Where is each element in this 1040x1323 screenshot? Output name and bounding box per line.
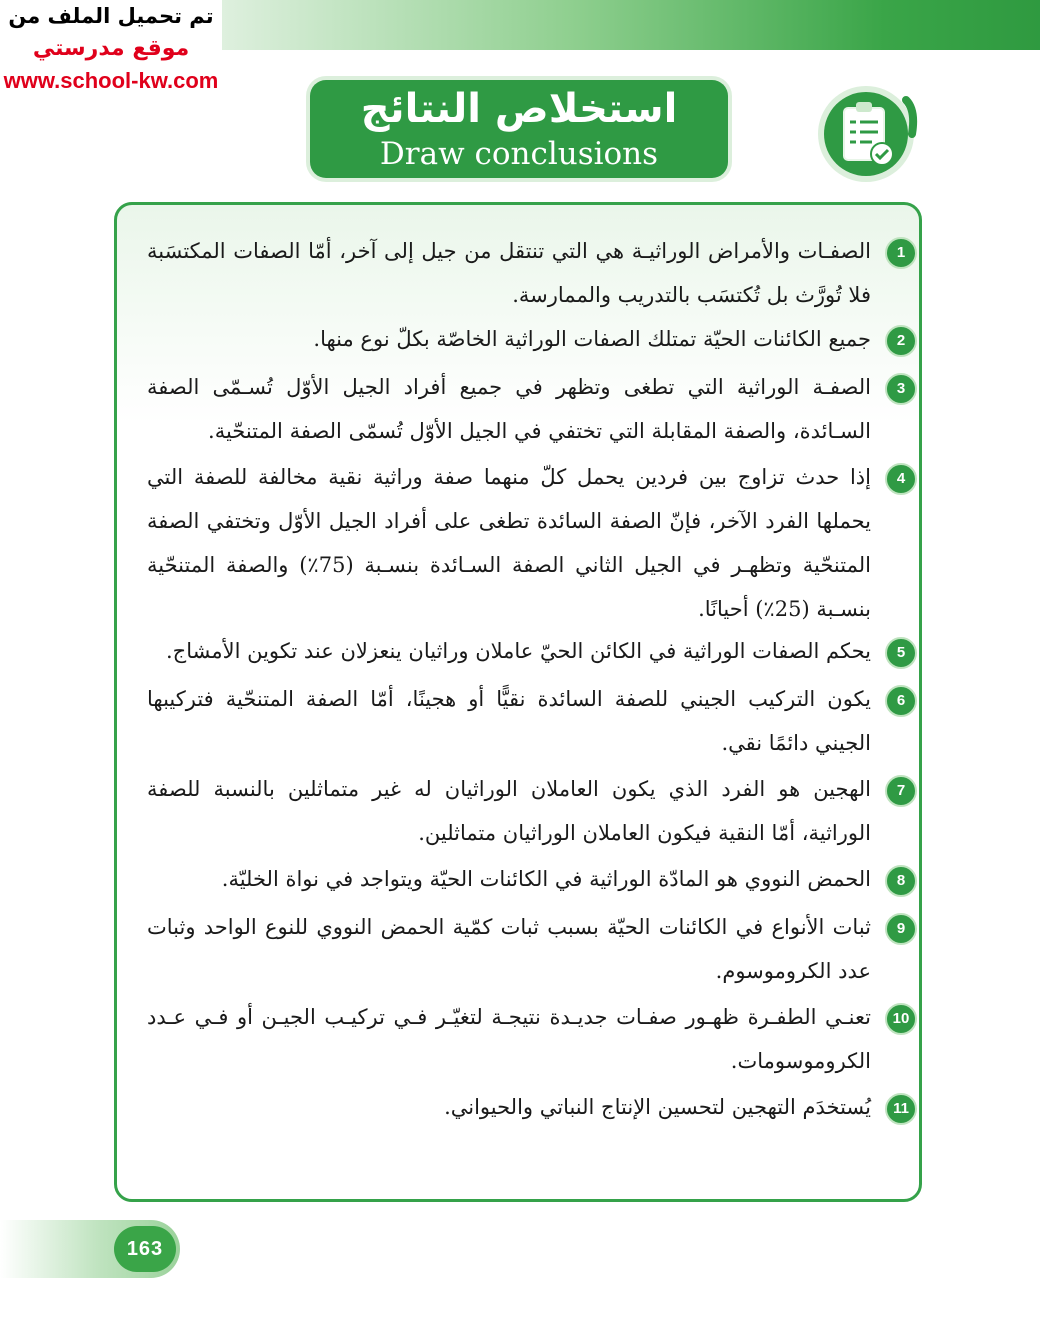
- item-number-badge: 11: [885, 1093, 917, 1125]
- conclusion-text: الحمض النووي هو المادّة الوراثية في الكائنات الحيّة ويتواجد في نواة الخليّة.: [221, 867, 871, 891]
- conclusion-text: إذا حدث تزاوج بين فردين يحمل كلّ منهما صفة وراثية نقية مخالفة للصفة التي يحملها الفرد الآخر، فإنّ الصفة السائدة تطغى على أفراد الجيل الأوّل وتختفي الصفة المتنحّية وتظهـر في الجيل الثاني الصفة السـائدة بنسـبة (75٪) والصفة المتنحّية بنسـبة (25٪) أحيانًا.: [147, 465, 871, 621]
- conclusion-item: [147, 365, 917, 453]
- conclusion-item: [147, 767, 917, 855]
- conclusion-text: الهجين هو الفرد الذي يكون العاملان الوراثيان له غير متماثلين بالنسبة للصفة الوراثية، أمّا النقية فيكون العاملان الوراثيان متماثلين.: [147, 777, 871, 845]
- item-number-badge: 3: [885, 373, 917, 405]
- conclusion-text: يكون التركيب الجيني للصفة السائدة نقيًّا أو هجينًا، أمّا الصفة المتنحّية فتركيبها الجيني دائمًا نقي.: [147, 687, 871, 755]
- conclusion-text: يحكم الصفات الوراثية في الكائن الحيّ عاملان وراثيان ينعزلان عند تكوين الأمشاج.: [165, 639, 871, 663]
- section-title-arabic: استخلاص النتائج: [360, 86, 678, 132]
- item-number-badge: 2: [885, 325, 917, 357]
- section-title-english: Draw conclusions: [379, 136, 659, 172]
- watermark-line-2: موقع مدرستي: [32, 36, 190, 61]
- item-number-badge: 6: [885, 685, 917, 717]
- conclusion-item: [147, 317, 917, 361]
- conclusion-text: جميع الكائنات الحيّة تمتلك الصفات الوراثية الخاصّة بكلّ نوع منها.: [313, 327, 871, 351]
- item-number-badge: 7: [885, 775, 917, 807]
- item-number-badge: 9: [885, 913, 917, 945]
- conclusion-item: [147, 229, 917, 317]
- conclusion-text: تعنـي الطفـرة ظهـور صفـات جديـدة نتيجـة لتغيّـر فـي تركيـب الجيـن أو فـي عـدد الكروموسومات.: [147, 1005, 871, 1073]
- clipboard-checklist-icon: [810, 80, 928, 186]
- conclusion-text: الصفـات والأمراض الوراثيـة هي التي تنتقل من جيل إلى آخر، أمّا الصفات المكتسَبة فلا تُورَّث بل تُكتسَب بالتدريب والممارسة.: [147, 239, 871, 307]
- conclusion-text: يُستخدَم التهجين لتحسين الإنتاج النباتي والحيواني.: [444, 1095, 871, 1119]
- conclusion-item: [147, 677, 917, 765]
- conclusion-item: [147, 995, 917, 1083]
- site-watermark: [0, 0, 222, 100]
- item-number-badge: 10: [885, 1003, 917, 1035]
- conclusion-text: ثبات الأنواع في الكائنات الحيّة بسبب ثبات كمّية الحمض النووي للنوع الواحد وثبات عدد الكروموسوم.: [147, 915, 871, 983]
- conclusion-item: [147, 905, 917, 993]
- item-number-badge: 4: [885, 463, 917, 495]
- page-number: 163: [114, 1226, 176, 1272]
- watermark-line-1: تم تحميل الملف من: [8, 4, 214, 28]
- item-number-badge: 8: [885, 865, 917, 897]
- conclusion-item: [147, 455, 917, 631]
- conclusions-panel: [114, 202, 922, 1202]
- conclusion-item: [147, 857, 917, 901]
- conclusion-item: [147, 629, 917, 673]
- conclusion-item: [147, 1085, 917, 1129]
- conclusion-text: الصفـة الوراثية التي تطغى وتظهر في جميع أفراد الجيل الأوّل تُسـمّى الصفة السـائدة، والصفة المقابلة التي تختفي في الجيل الأوّل تُسمّى الصفة المتنحّية.: [147, 375, 871, 443]
- item-number-badge: 5: [885, 637, 917, 669]
- watermark-url[interactable]: www.school-kw.com: [3, 68, 219, 93]
- item-number-badge: 1: [885, 237, 917, 269]
- section-title-banner: [310, 80, 728, 178]
